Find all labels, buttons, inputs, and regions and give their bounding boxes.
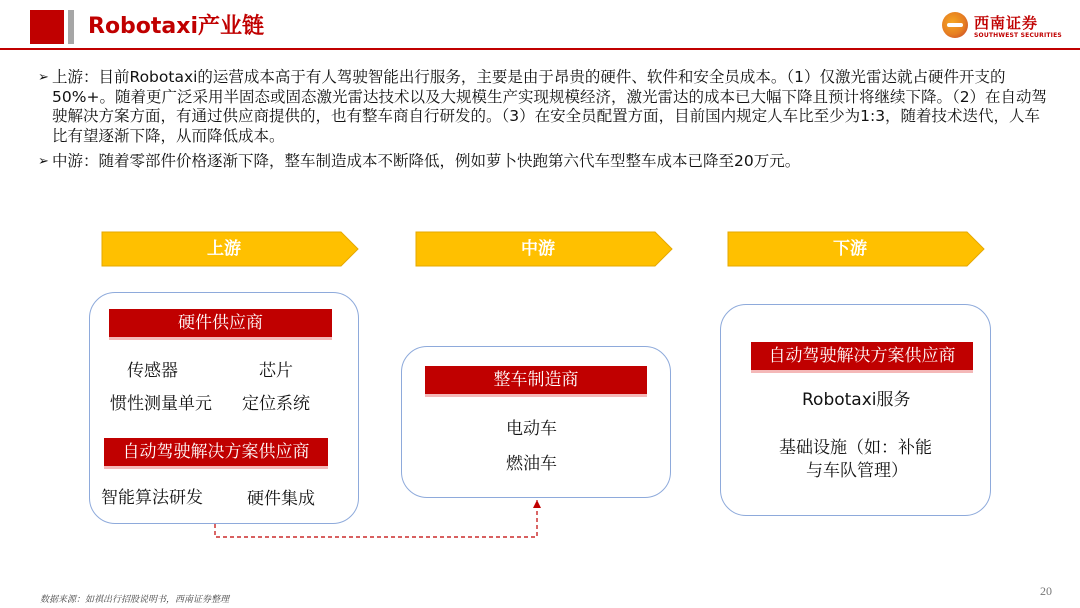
logo-name: 西南证券 bbox=[974, 14, 1039, 32]
bullet-text: 上游：目前Robotaxi的运营成本高于有人驾驶智能出行服务，主要是由于昂贵的硬件、软件和安全员成本。（1）仅激光雷达就占硬件开支的50%+。随着更广泛采用半固态或固态激光雷达技术以及大规模生产实现规模经济，激光雷达的成本已大幅下降且预计将继续下降。（2）在自动驾驶解决方案方面，有通过供应商提供的，也有整车商自行研发的。（3）在安全员配置方面，目前国内规定人车比至少为1:3，随着技术迭代，人车比有望逐渐下降，从而降低成本。 bbox=[52, 68, 1048, 145]
stage-upstream-label: 上游 bbox=[207, 239, 241, 259]
data-source-note: 数据来源：如祺出行招股说明书，西南证券整理 bbox=[40, 595, 230, 605]
logo-english-name: SOUTHWEST SECURITIES bbox=[974, 32, 1062, 39]
stage-downstream-label: 下游 bbox=[833, 239, 867, 259]
bullet-arrow-icon: ➢ bbox=[38, 70, 49, 85]
robotaxi-service-text: Robotaxi服务 bbox=[802, 390, 911, 410]
ad-solution-supplier-label: 自动驾驶解决方案供应商 bbox=[104, 438, 328, 469]
infrastructure-text-line2: 与车队管理） bbox=[806, 461, 908, 481]
hardware-supplier-label: 硬件供应商 bbox=[109, 309, 332, 340]
imu-text: 惯性测量单元 bbox=[110, 394, 212, 414]
bullet-arrow-icon: ➢ bbox=[38, 154, 49, 169]
infrastructure-text-line1: 基础设施（如：补能 bbox=[779, 438, 932, 458]
stage-midstream-label: 中游 bbox=[521, 239, 555, 259]
page-title: Robotaxi产业链 bbox=[88, 14, 265, 39]
chip-text: 芯片 bbox=[259, 361, 293, 381]
vehicle-maker-label: 整车制造商 bbox=[425, 366, 647, 397]
sensor-text: 传感器 bbox=[127, 361, 178, 381]
algorithm-text: 智能算法研发 bbox=[101, 488, 203, 508]
positioning-text: 定位系统 bbox=[242, 394, 310, 414]
downstream-ad-supplier-label: 自动驾驶解决方案供应商 bbox=[751, 342, 973, 373]
bullet-text: 中游：随着零部件价格逐渐下降，整车制造成本不断降低，例如萝卜快跑第六代车型整车成本已降至20万元。 bbox=[52, 152, 801, 170]
page-number: 20 bbox=[1040, 584, 1052, 598]
ev-text: 电动车 bbox=[506, 419, 557, 439]
fuel-vehicle-text: 燃油车 bbox=[506, 454, 557, 474]
connector-arrowhead-icon bbox=[533, 500, 541, 508]
hardware-integration-text: 硬件集成 bbox=[247, 489, 315, 509]
